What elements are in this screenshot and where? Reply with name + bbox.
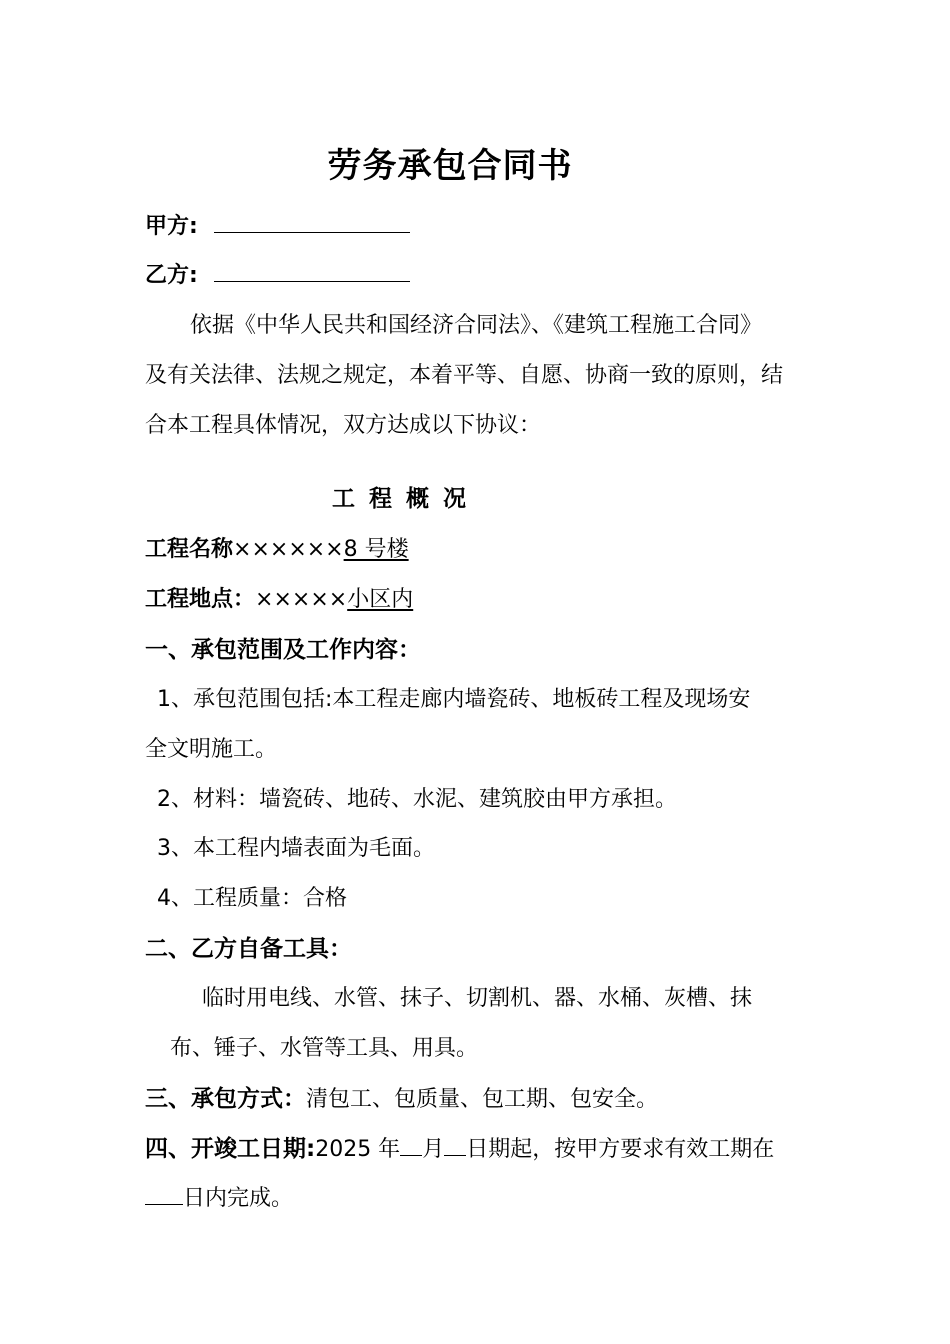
section-1-item-2: 2、材料：墙瓷砖、地砖、水泥、建筑胶由甲方承担。 [157,787,677,812]
section-1-item-1-line-1: 1、承包范围包括:本工程走廊内墙瓷砖、地板砖工程及现场安 [157,687,751,712]
section-4-text: 日期起，按甲方要求有效工期在 [466,1137,775,1162]
day-blank [444,1135,466,1156]
project-location-value: 小区内 [347,587,414,612]
project-name-label: 工程名称 [145,537,234,562]
section-4-row [145,1134,774,1164]
party-a-row [145,212,410,242]
project-name-value: 8 号楼 [343,537,409,562]
intro-line-1: 依据《中华人民共和国经济合同法》、《建筑工程施工合同》 [190,313,763,338]
section-3-row [145,1084,658,1114]
duration-blank [145,1184,183,1205]
project-location-row [145,585,413,615]
party-b-colon: : [189,263,198,288]
page-title: 劳务承包合同书 [327,146,573,186]
project-name-masked: ×××××× [233,537,344,562]
section-2-heading: 二、乙方自备工具： [145,936,352,962]
project-location-label: 工程地点： [145,587,256,612]
party-b-row [145,261,410,291]
section-1-heading: 一、承包范围及工作内容： [145,637,421,663]
month-blank [400,1135,422,1156]
section-4-month: 月 [422,1137,445,1162]
party-a-colon: : [189,214,198,239]
section-4-row-2 [145,1184,293,1214]
section-1-item-3: 3、本工程内墙表面为毛面。 [157,836,435,861]
section-2-line-1: 临时用电线、水管、抹子、切割机、器、水桶、灰槽、抹 [202,986,753,1011]
section-3-text: 清包工、包质量、包工期、包安全。 [306,1087,659,1112]
section-4-year: 2025 年 [315,1137,401,1162]
section-2-line-2: 布、锤子、水管等工具、用具。 [170,1036,479,1061]
section-4-completion: 日内完成。 [183,1186,294,1211]
overview-title: 工程概况 [332,486,480,512]
party-b-label: 乙方 [145,263,190,288]
party-b-blank [214,261,410,282]
project-name-row [145,535,409,565]
intro-line-3: 合本工程具体情况，双方达成以下协议： [145,413,542,438]
section-1-item-4: 4、工程质量：合格 [157,886,347,911]
section-3-heading: 三、承包方式： [145,1086,306,1112]
intro-line-2: 及有关法律、法规之规定，本着平等、自愿、协商一致的原则，结 [145,363,784,388]
project-location-masked: ××××× [255,587,348,612]
section-4-heading: 四、开竣工日期: [145,1136,316,1162]
party-a-label: 甲方 [145,214,190,239]
section-1-item-1-line-2: 全文明施工。 [145,737,278,762]
party-a-blank [214,212,410,233]
